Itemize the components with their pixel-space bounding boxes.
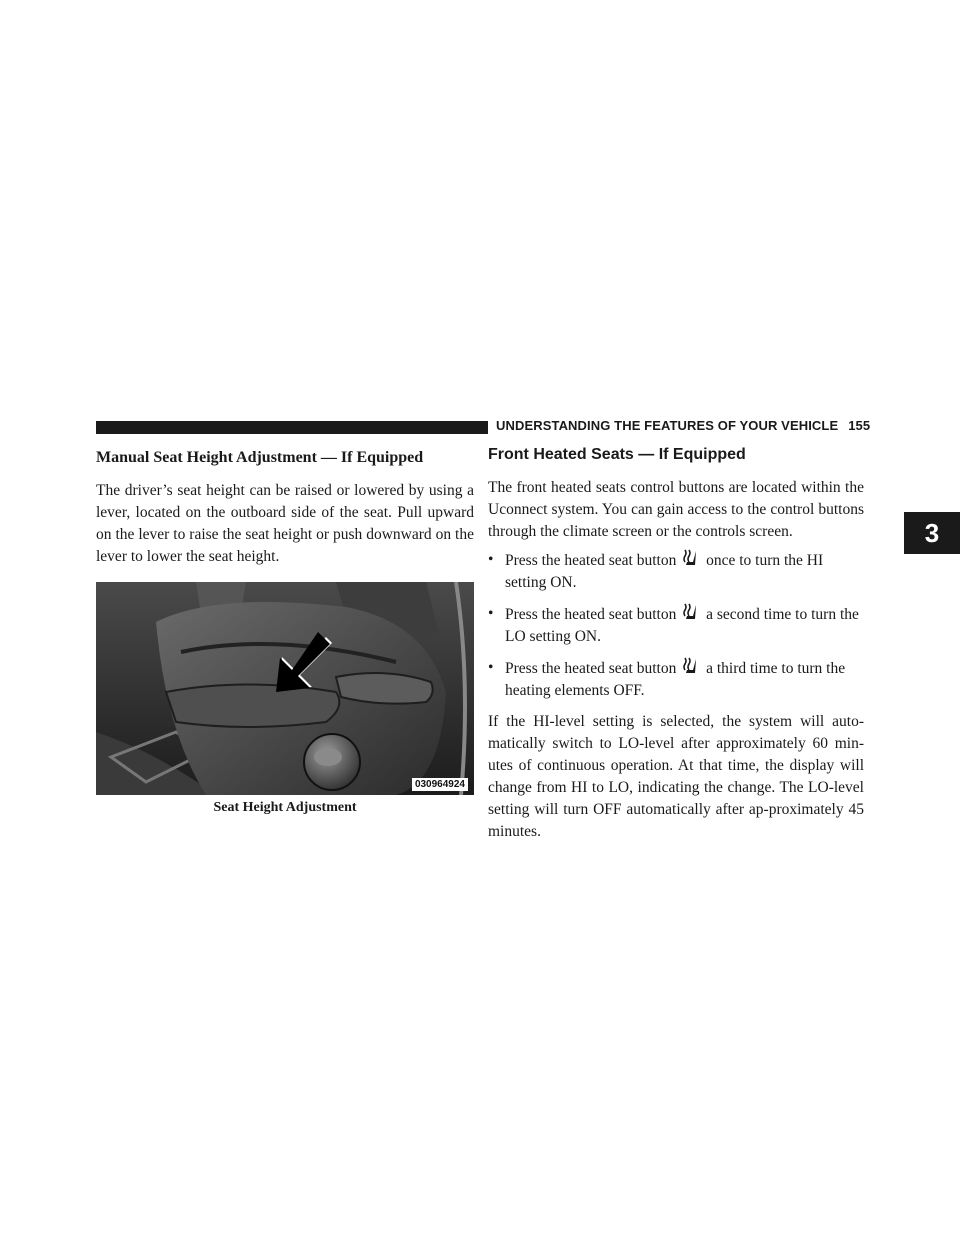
bullet-marker: • bbox=[488, 605, 494, 622]
figure-code: 030964924 bbox=[412, 778, 468, 791]
list-item bbox=[488, 603, 864, 648]
seat-height-paragraph: The driver’s seat height can be raised or lowered by using a lever, located on the outboard side of the seat. Pull upward on the lever to raise the seat height or push downward on the lever to lower the seat height. bbox=[96, 482, 474, 565]
seat-photo-illustration bbox=[96, 582, 474, 795]
seat-height-heading: Manual Seat Height Adjustment — If Equipped bbox=[96, 449, 424, 466]
heated-seats-closing: If the HI-level setting is selected, the system will auto-matically switch to LO-level after approximately 60 min-utes of continuous operation. At that time, the display will change from HI to LO, indicating the change. The LO-level setting will turn OFF automatically after ap-proximately 45 minutes. bbox=[488, 713, 864, 840]
bullet-marker: • bbox=[488, 551, 494, 568]
step-text-after: a second time to turn the LO setting ON. bbox=[505, 606, 859, 645]
heated-seat-icon bbox=[682, 657, 698, 675]
step-text-after: once to turn the HI setting ON. bbox=[505, 552, 824, 591]
step-text-after: a third time to turn the heating elements OFF. bbox=[505, 660, 846, 699]
heated-seat-icon bbox=[682, 603, 698, 621]
step-text-before: Press the heated seat button bbox=[505, 660, 677, 677]
chapter-tab[interactable]: 3 bbox=[904, 512, 960, 554]
seat-height-figure bbox=[96, 582, 474, 795]
heated-seat-icon bbox=[682, 549, 698, 567]
heated-seats-heading: Front Heated Seats — If Equipped bbox=[488, 446, 746, 463]
heated-seats-intro: The front heated seats control buttons are located within the Uconnect system. You can gain access to the control buttons through the climate screen or the controls screen. bbox=[488, 479, 864, 540]
step-text-before: Press the heated seat button bbox=[505, 606, 677, 623]
heated-seat-steps bbox=[488, 549, 864, 702]
list-item bbox=[488, 549, 864, 594]
section-title: UNDERSTANDING THE FEATURES OF YOUR VEHICLE bbox=[496, 418, 839, 433]
page-number: 155 bbox=[848, 418, 871, 433]
bullet-marker: • bbox=[488, 659, 494, 676]
running-header bbox=[496, 418, 871, 433]
right-column bbox=[488, 444, 864, 843]
list-item bbox=[488, 657, 864, 702]
left-column bbox=[96, 447, 474, 817]
step-text-before: Press the heated seat button bbox=[505, 552, 677, 569]
header-rule bbox=[96, 421, 488, 434]
figure-caption: Seat Height Adjustment bbox=[213, 800, 357, 815]
